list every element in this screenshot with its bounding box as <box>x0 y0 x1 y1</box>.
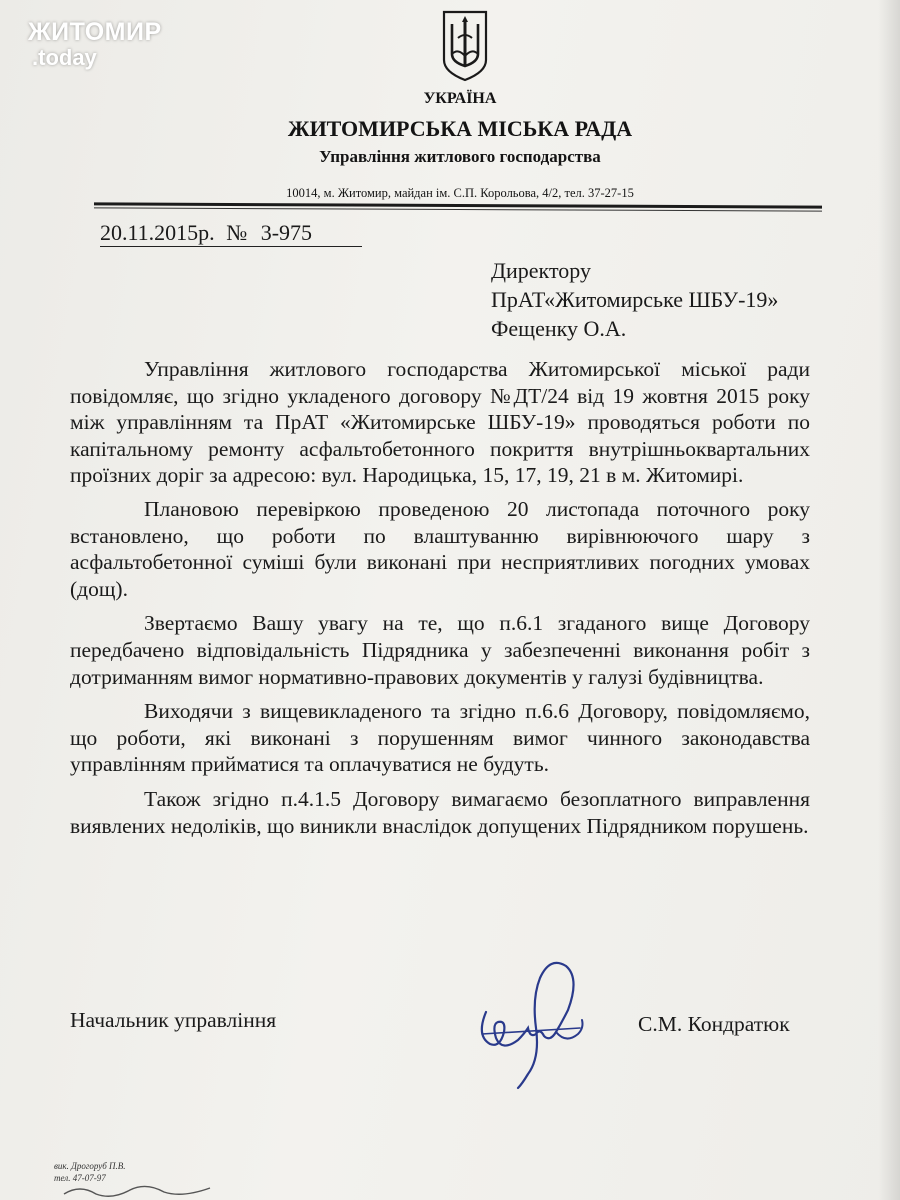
body-paragraph-4: Виходячи з вищевикладеного та згідно п.6.6 Договору, повідомляємо, що роботи, які виконані з порушенням вимог чинного законодавства управлінням прийматися та оплачуватися не будуть. <box>70 699 810 777</box>
page-edge-shadow <box>878 0 900 1200</box>
addressee-block <box>491 256 778 343</box>
addressee-name: Фещенку О.А. <box>491 316 627 341</box>
site-watermark <box>28 20 162 69</box>
header-council: ЖИТОМИРСЬКА МІСЬКА РАДА <box>287 116 633 141</box>
registration-number: 3-975 <box>260 220 313 245</box>
body-paragraph-2: Плановою перевіркою проведеною 20 листопада поточного року встановлено, що роботи по влаштуванню вирівнюючого шару з асфальтобетонної суміші були виконані при несприятливих погодних умовах (дощ). <box>70 496 810 601</box>
body-paragraph-5: Також згідно п.4.1.5 Договору вимагаємо безоплатного виправлення виявлених недоліків, що виникли внаслідок допущених Підрядником порушень. <box>70 786 810 838</box>
executor-phone: тел. 47-07-97 <box>54 1173 106 1183</box>
signatory-title: Начальник управління <box>70 1008 277 1032</box>
registration-underline <box>100 246 362 247</box>
addressee-company: ПрАТ«Житомирське ШБУ-19» <box>491 287 779 312</box>
trident-coat-of-arms-icon <box>440 8 490 84</box>
body-paragraph-3: Звертаємо Вашу увагу на те, що п.6.1 згаданого вище Договору передбачено відповідальність Підрядника у забезпеченні виконання робіт з дотриманням вимог нормативно-правових документів у галузі будівництва. <box>70 611 810 689</box>
watermark-domain: .today <box>32 45 97 70</box>
body-paragraph-1: Управління житлового господарства Житомирської міської ради повідомляє, що згідно укладеного договору №ДТ/24 від 19 жовтня 2015 року між управлінням та ПрАТ «Житомирське ШБУ-19» проводяться роботи по капітальному ремонту асфальтобетонного покриття внутрішньоквартальних проїзних доріг за адресою: вул. Народицька, 15, 17, 19, 21 в м. Житомирі. <box>70 357 810 488</box>
watermark-title: ЖИТОМИР <box>28 18 162 46</box>
registration-line <box>100 220 312 246</box>
header-department: Управління житлового господарства <box>319 147 601 166</box>
addressee-position: Директору <box>491 258 591 283</box>
bottom-scribble-mark <box>60 1180 220 1200</box>
header-address: 10014, м. Житомир, майдан ім. С.П. Корольова, 4/2, тел. 37-27-15 <box>286 186 634 200</box>
registration-number-label: № <box>226 220 248 245</box>
letter-body <box>70 356 810 847</box>
executor-name: вик. Дрогоруб П.В. <box>54 1161 126 1171</box>
handwritten-signature <box>470 948 600 1098</box>
registration-date: 20.11.2015р. <box>100 220 215 245</box>
header-country: УКРАЇНА <box>423 90 497 107</box>
signatory-name: С.М. Кондратюк <box>638 1012 790 1036</box>
